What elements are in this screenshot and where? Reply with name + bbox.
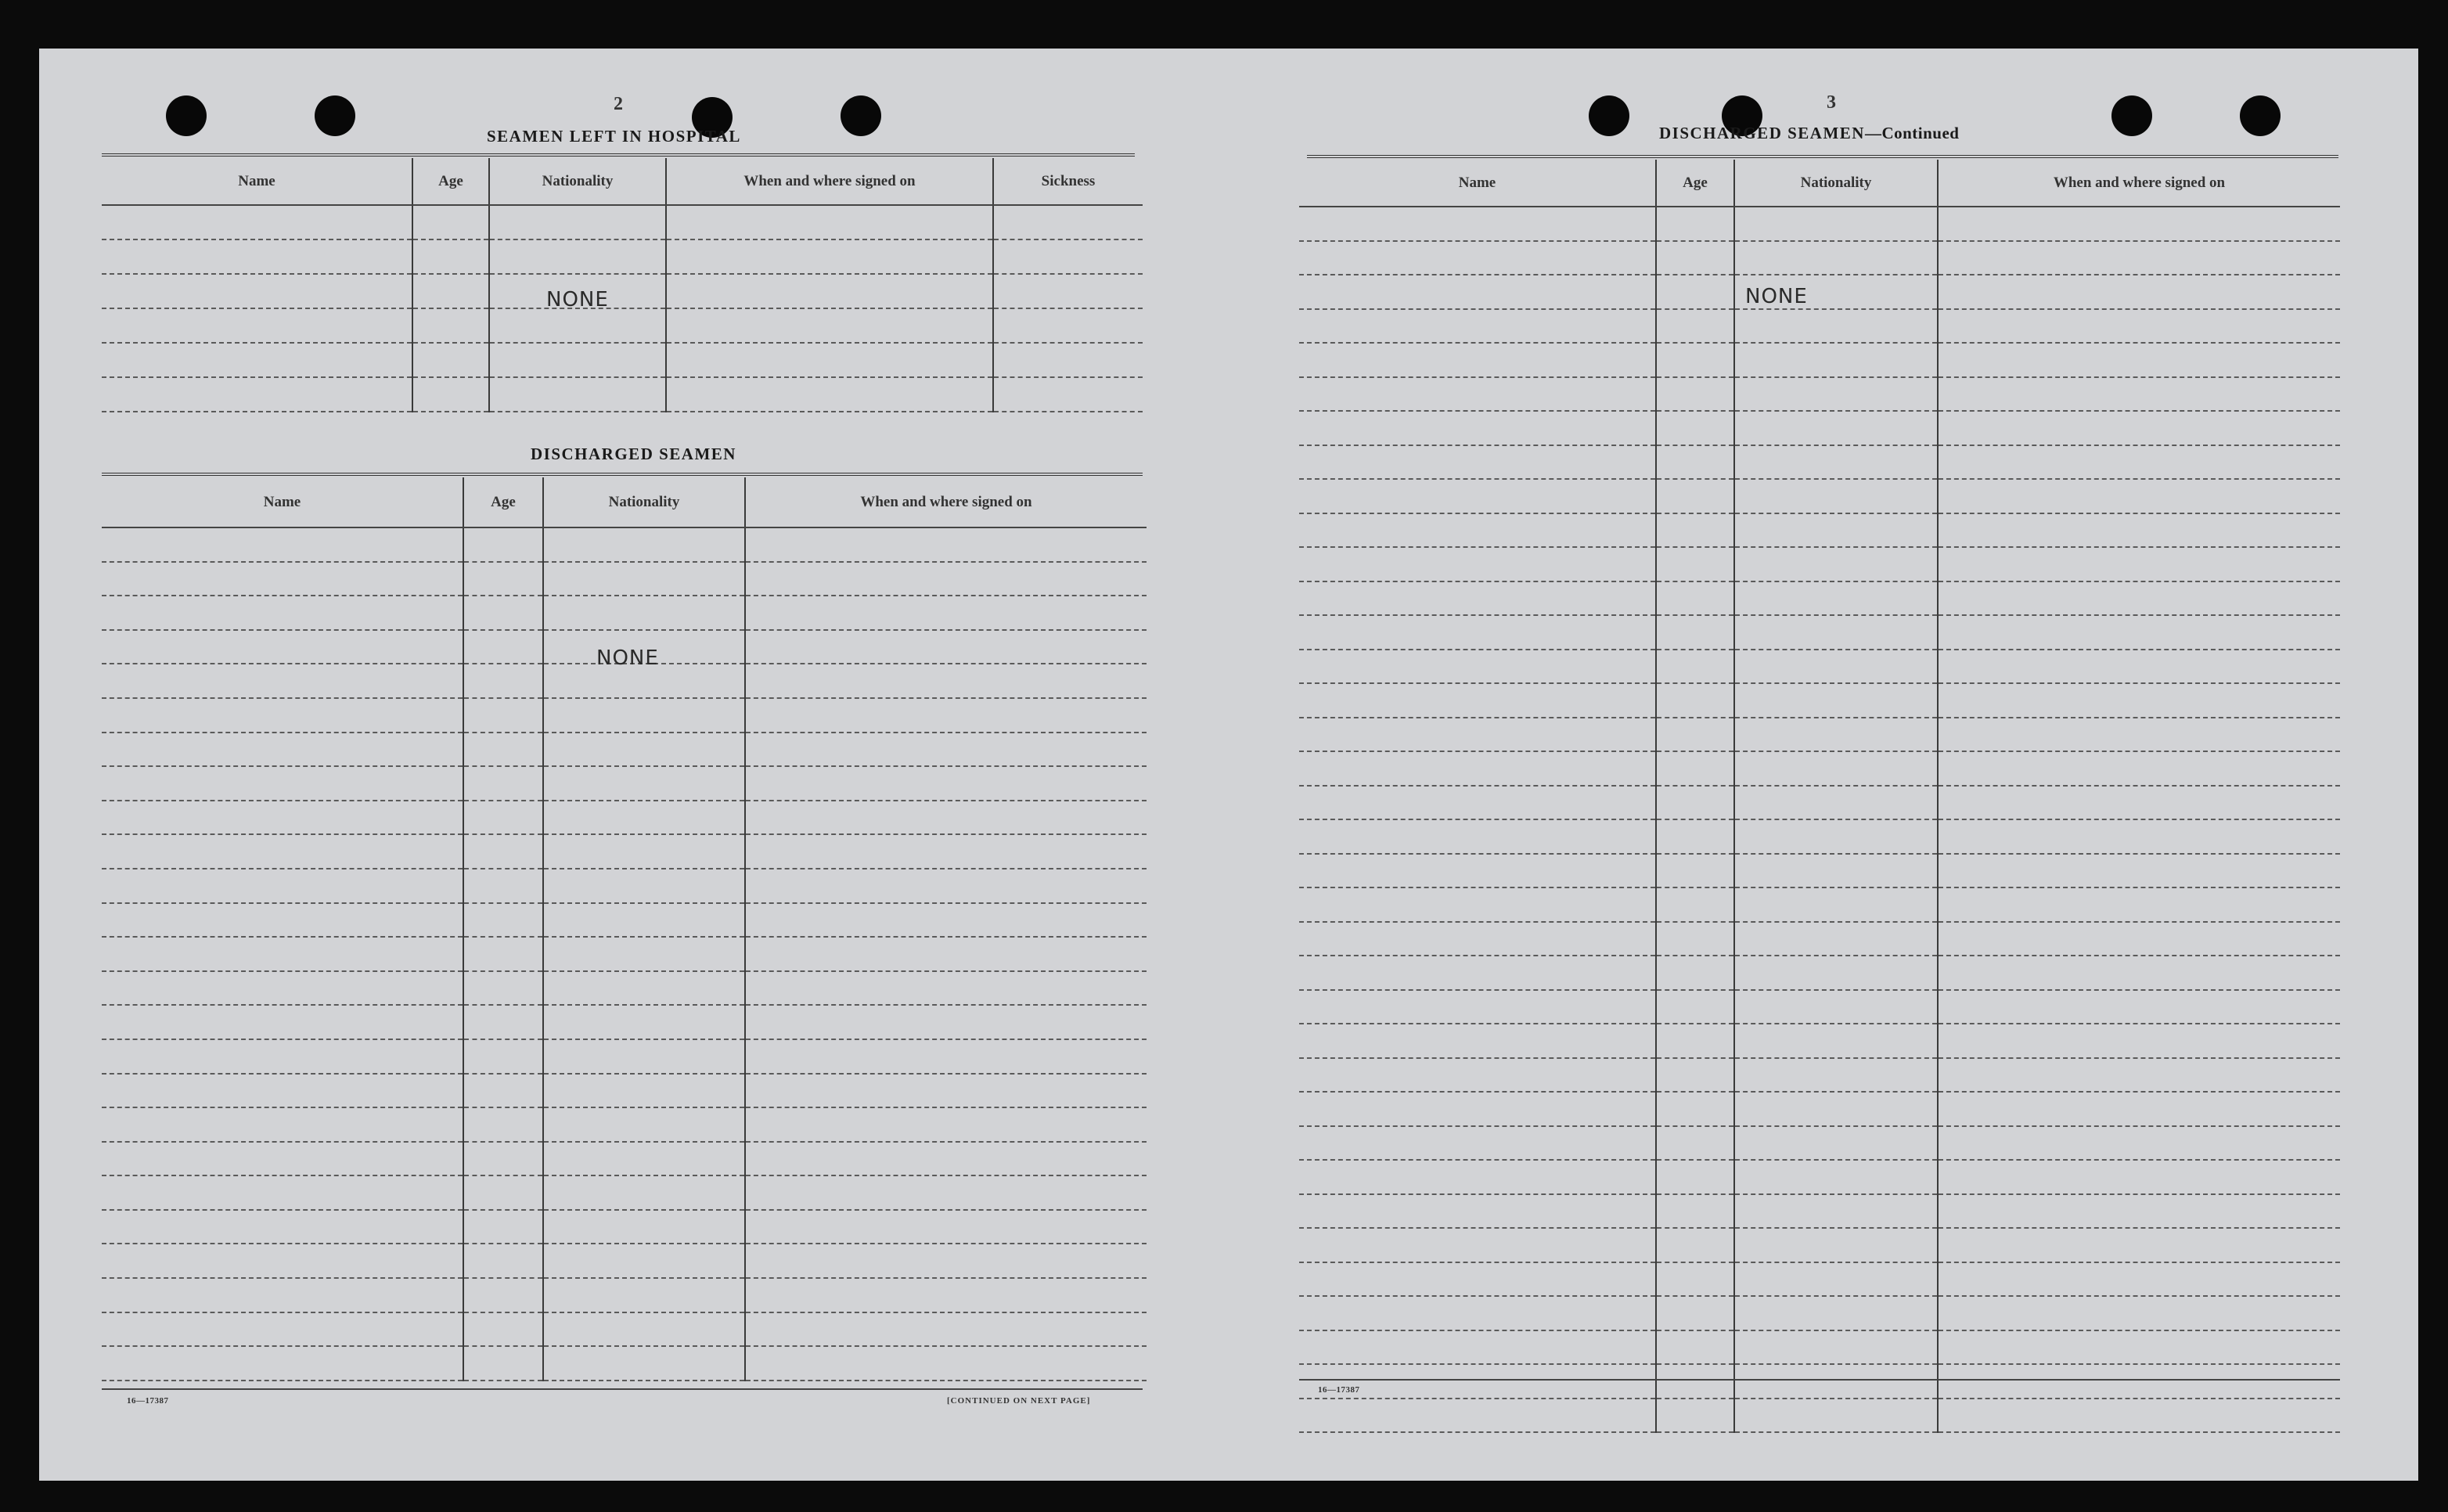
col-header-nationality: Nationality [1734,160,1938,207]
discharged-handwritten-entry: NONE [596,646,659,670]
hospital-handwritten-entry: NONE [546,288,609,311]
table-row [102,1074,1147,1108]
table-row [1299,1160,2340,1194]
punch-hole-icon [841,95,881,136]
table-row [1299,683,2340,718]
table-row [1299,1399,2340,1433]
table-row [1299,479,2340,513]
table-row [102,869,1147,903]
table-row [102,1346,1147,1381]
table-row [1299,1024,2340,1058]
col-header-nationality: Nationality [543,477,745,527]
table-row [102,1312,1147,1347]
table-row [1299,445,2340,480]
right-bottom-rule [1299,1379,2340,1381]
table-row [102,834,1147,869]
table-row [1299,990,2340,1024]
col-header-age: Age [412,158,489,205]
col-header-age: Age [1656,160,1734,207]
table-row [1299,309,2340,344]
punch-hole-icon [1589,95,1629,136]
table-row [102,1278,1147,1312]
col-header-name: Name [102,477,463,527]
table-row [1299,751,2340,786]
table-row [102,1005,1147,1039]
table-row [102,801,1147,835]
right-top-rule [1307,155,2338,158]
table-row [1299,377,2340,412]
table-row [1299,241,2340,275]
table-row [102,527,1147,562]
table-row [1299,343,2340,377]
table-row [1299,1364,2340,1399]
col-header-name: Name [102,158,412,205]
table-row [1299,1296,2340,1330]
hospital-section-title: SEAMEN LEFT IN HOSPITAL [487,127,741,146]
table-row [102,308,1143,343]
col-header-nationality: Nationality [489,158,666,205]
hospital-table [102,158,1143,412]
table-row [1299,547,2340,581]
continued-note: [CONTINUED ON NEXT PAGE] [947,1396,1091,1406]
table-row [102,274,1143,308]
page-number-left: 2 [614,94,623,114]
table-row [1299,887,2340,922]
table-row [1299,207,2340,241]
table-row [1299,786,2340,820]
col-header-signed-on: When and where signed on [666,158,993,205]
table-row [102,733,1147,767]
table-row [1299,615,2340,650]
discharged-continued-title [1659,124,1959,143]
right-handwritten-entry: NONE [1745,285,1808,308]
table-row [1299,1330,2340,1365]
table-row [1299,819,2340,854]
discharged-section-title: DISCHARGED SEAMEN [531,445,736,463]
table-row [102,343,1143,377]
col-header-sickness: Sickness [993,158,1143,205]
table-row [1299,650,2340,684]
table-row [102,1039,1147,1074]
table-row [102,698,1147,733]
discharged-top-rule [102,473,1143,476]
page-number-right: 3 [1827,92,1836,113]
table-row [102,971,1147,1006]
col-header-signed-on: When and where signed on [745,477,1147,527]
table-row [102,205,1143,239]
table-row [1299,956,2340,990]
table-row [102,562,1147,596]
table-row [102,903,1147,938]
punch-hole-icon [166,95,207,136]
form-number-left: 16—17387 [127,1396,169,1406]
table-row [102,937,1147,971]
table-row [102,377,1143,412]
table-row [102,1175,1147,1210]
punch-hole-icon [315,95,355,136]
table-row [1299,581,2340,616]
table-row [1299,1262,2340,1297]
table-row [102,1142,1147,1176]
table-row [1299,1228,2340,1262]
table-row [1299,1126,2340,1161]
discharged-table-right [1299,160,2340,1433]
table-row [1299,411,2340,445]
discharged-table-left [102,477,1147,1381]
col-header-age: Age [463,477,543,527]
continued-suffix: —Continued [1864,124,1960,142]
table-row [1299,922,2340,956]
table-row [102,239,1143,274]
col-header-name: Name [1299,160,1656,207]
table-row [102,766,1147,801]
table-row [102,1107,1147,1142]
col-header-signed-on: When and where signed on [1938,160,2340,207]
form-number-right: 16—17387 [1318,1385,1360,1395]
table-row [1299,513,2340,548]
discharged-continued-title-main: DISCHARGED SEAMEN [1659,124,1865,142]
table-row [102,596,1147,630]
table-row [102,1244,1147,1278]
table-row [1299,275,2340,309]
table-row [1299,1092,2340,1126]
table-row [1299,1194,2340,1229]
hospital-top-rule [102,153,1135,157]
left-bottom-rule [102,1388,1143,1390]
table-row [1299,854,2340,888]
table-row [102,1210,1147,1244]
table-row [1299,1058,2340,1093]
punch-hole-icon [2111,95,2152,136]
form-sheet [39,49,2418,1481]
table-row [1299,718,2340,752]
punch-hole-icon [2240,95,2281,136]
